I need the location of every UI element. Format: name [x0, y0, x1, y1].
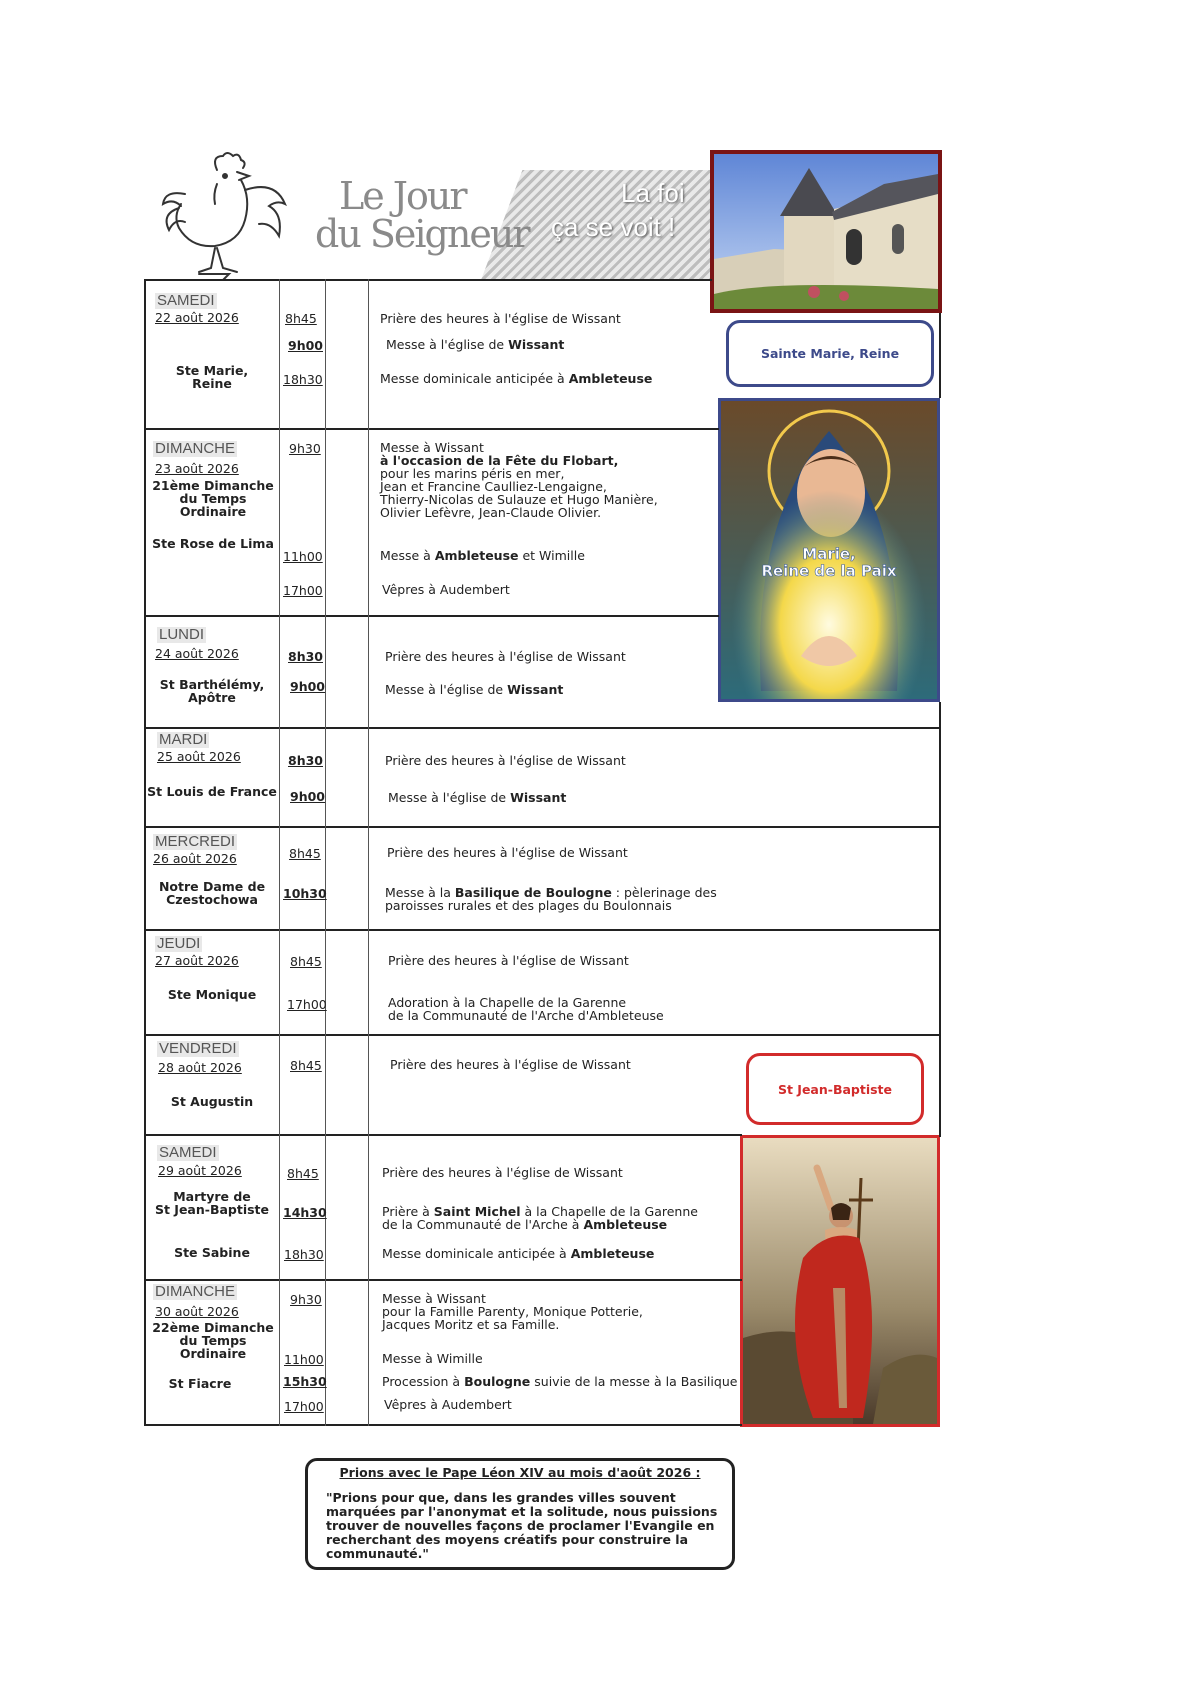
- event-time: 9h00: [288, 338, 323, 353]
- event-text: [385, 683, 563, 696]
- day-date: 25 août 2026: [157, 749, 241, 764]
- event-line: Prière des heures à l'église de Wissant: [382, 1165, 623, 1180]
- event-time: 8h30: [288, 753, 323, 768]
- event-time: 8h30: [288, 649, 323, 664]
- day-date: 26 août 2026: [153, 851, 237, 866]
- st-jean-callout: St Jean-Baptiste: [746, 1053, 924, 1125]
- day-name: SAMEDI: [157, 292, 215, 309]
- event-time: 17h00: [283, 583, 323, 598]
- event-time: 9h00: [290, 679, 325, 694]
- event-time: 15h30: [283, 1374, 327, 1389]
- event-line: Procession à Boulogne suivie de la messe à la Basilique: [382, 1374, 738, 1389]
- event-text: [382, 583, 510, 596]
- event-line: Prière des heures à l'église de Wissant: [380, 311, 621, 326]
- event-line: paroisses rurales et des plages du Boulonnais: [385, 898, 672, 913]
- event-text: [382, 1166, 623, 1179]
- event-text: [382, 1247, 654, 1260]
- row-divider: [145, 615, 719, 617]
- saint-name: Ste Sabine: [174, 1245, 250, 1260]
- event-time: 9h30: [290, 1292, 322, 1307]
- event-time: 8h45: [287, 1166, 319, 1181]
- event-time: 18h30: [283, 372, 323, 387]
- event-line: Messe dominicale anticipée à Ambleteuse: [382, 1246, 655, 1261]
- event-text: [382, 1205, 698, 1231]
- saint-name: St Barthélémy, Apôtre: [159, 677, 265, 705]
- church-photo: [710, 150, 942, 313]
- row-divider: [145, 1034, 941, 1036]
- event-text: [385, 754, 626, 767]
- row-divider: [145, 1134, 742, 1136]
- row-divider: [145, 727, 941, 729]
- event-line: Messe à l'église de Wissant: [386, 337, 565, 352]
- row-divider: [145, 279, 712, 281]
- marie-paix-line1: Marie,: [802, 545, 856, 563]
- tagline-line2: ça se voit !: [551, 212, 676, 242]
- st-jean-baptiste-image: [740, 1135, 940, 1427]
- day-name: DIMANCHE: [155, 440, 236, 457]
- event-time: 14h30: [283, 1205, 327, 1220]
- event-line: Messe dominicale anticipée à Ambleteuse: [380, 371, 653, 386]
- event-line: Messe à la Basilique de Boulogne : pèlerinage des: [385, 885, 717, 900]
- event-time: 17h00: [287, 997, 327, 1012]
- event-time: 8h45: [290, 1058, 322, 1073]
- event-line: Prière des heures à l'église de Wissant: [385, 649, 626, 664]
- event-time: 8h45: [290, 954, 322, 969]
- tagline-line1: La foi: [621, 178, 685, 208]
- event-text: [386, 338, 564, 351]
- saint-name: Ste Marie, Reine: [175, 363, 249, 391]
- event-text: [382, 1292, 643, 1331]
- event-time: 17h00: [284, 1399, 324, 1414]
- event-time: 8h45: [289, 846, 321, 861]
- rooster-icon: [155, 150, 295, 285]
- event-line: Prière des heures à l'église de Wissant: [388, 953, 629, 968]
- event-line: Messe à l'église de Wissant: [385, 682, 564, 697]
- saint-name: Ste Monique: [167, 987, 257, 1002]
- table-right-border: [939, 702, 941, 1137]
- table-right-border: [939, 313, 941, 398]
- event-line: Messe à Wissant: [382, 1291, 486, 1306]
- logo-banner: [311, 170, 711, 280]
- marie-reine-image: [718, 398, 940, 702]
- row-divider: [145, 826, 941, 828]
- row-divider: [145, 1424, 742, 1426]
- event-time: 10h30: [283, 886, 327, 901]
- saint-name: 21ème Dimanche du Temps Ordinaire: [152, 478, 274, 519]
- day-name: VENDREDI: [159, 1040, 237, 1057]
- event-time: 9h30: [289, 441, 321, 456]
- saint-name: 22ème Dimanche du Temps Ordinaire: [152, 1320, 274, 1361]
- sainte-marie-callout: Sainte Marie, Reine: [726, 320, 934, 387]
- day-name: MERCREDI: [155, 833, 236, 850]
- event-line: Vêpres à Audembert: [384, 1397, 512, 1412]
- event-line: Adoration à la Chapelle de la Garenne: [388, 995, 627, 1010]
- event-time: 8h45: [285, 311, 317, 326]
- row-divider: [145, 929, 941, 931]
- event-line: pour la Famille Parenty, Monique Potterie,: [382, 1304, 643, 1319]
- event-line: Vêpres à Audembert: [382, 582, 510, 597]
- event-text: [380, 549, 585, 562]
- day-name: DIMANCHE: [155, 1283, 236, 1300]
- day-date: 23 août 2026: [155, 461, 239, 476]
- event-line: pour les marins péris en mer,: [380, 466, 565, 481]
- prayer-title: Prions avec le Pape Léon XIV au mois d'août 2026 :: [339, 1465, 701, 1480]
- day-name: LUNDI: [159, 626, 205, 643]
- prayer-box: [305, 1458, 735, 1570]
- saint-name: St Fiacre: [168, 1376, 232, 1391]
- event-time: 9h00: [290, 789, 325, 804]
- event-text: [380, 372, 652, 385]
- event-text: [390, 1058, 631, 1071]
- col-divider: [325, 279, 326, 1426]
- saint-name: Martyre de St Jean-Baptiste: [154, 1189, 270, 1217]
- event-line: Prière des heures à l'église de Wissant: [390, 1057, 631, 1072]
- event-text: [382, 1352, 483, 1365]
- prayer-text: "Prions pour que, dans les grandes villes souvent marquées par l'anonymat et la solitude, nous puissions trouver de nouvelles façons de proclamer l'Evangile en recherchant des moyens créatifs pour construire la communauté.": [326, 1490, 718, 1561]
- col-divider: [279, 279, 280, 1426]
- event-line: Prière des heures à l'église de Wissant: [387, 845, 628, 860]
- event-time: 18h30: [284, 1247, 324, 1262]
- day-name: SAMEDI: [159, 1144, 217, 1161]
- col-divider: [368, 279, 369, 1426]
- day-name: MARDI: [159, 731, 208, 748]
- day-date: 28 août 2026: [158, 1060, 242, 1075]
- day-date: 27 août 2026: [155, 953, 239, 968]
- event-line: Jean et Francine Caulliez-Lengaigne,: [380, 479, 607, 494]
- marie-paix-line2: Reine de la Paix: [761, 562, 897, 580]
- event-line: Messe à Ambleteuse et Wimille: [380, 548, 585, 563]
- saint-name: St Augustin: [170, 1094, 254, 1109]
- event-line: Olivier Lefèvre, Jean-Claude Olivier.: [380, 505, 602, 520]
- event-text: [382, 1375, 737, 1388]
- event-time: 11h00: [284, 1352, 324, 1367]
- event-text: [388, 954, 629, 967]
- event-line: à l'occasion de la Fête du Flobart,: [380, 453, 619, 468]
- event-line: Messe à Wimille: [382, 1351, 483, 1366]
- day-date: 22 août 2026: [155, 310, 239, 325]
- event-text: [387, 846, 628, 859]
- saint-name: Ste Rose de Lima: [152, 536, 274, 551]
- saint-name: St Louis de France: [147, 784, 277, 799]
- day-date: 30 août 2026: [155, 1304, 239, 1319]
- row-divider: [145, 428, 719, 430]
- event-text: [388, 996, 664, 1022]
- event-text: [385, 650, 626, 663]
- event-line: de la Communauté de l'Arche d'Ambleteuse: [388, 1008, 664, 1023]
- event-line: de la Communauté de l'Arche à Ambleteuse: [382, 1217, 668, 1232]
- logo-line2: du Seigneur: [315, 212, 529, 256]
- row-divider: [145, 1279, 742, 1281]
- event-line: Messe à l'église de Wissant: [388, 790, 567, 805]
- logo-line1: Le Jour: [339, 174, 466, 218]
- event-time: 11h00: [283, 549, 323, 564]
- event-text: [384, 1398, 512, 1411]
- day-date: 24 août 2026: [155, 646, 239, 661]
- event-text: [385, 886, 717, 912]
- event-line: Messe à Wissant: [380, 440, 484, 455]
- event-text: [380, 441, 658, 519]
- event-text: [380, 312, 621, 325]
- day-date: 29 août 2026: [158, 1163, 242, 1178]
- day-name: JEUDI: [157, 935, 201, 952]
- event-line: Prière à Saint Michel à la Chapelle de la Garenne: [382, 1204, 698, 1219]
- event-line: Prière des heures à l'église de Wissant: [385, 753, 626, 768]
- event-line: Thierry-Nicolas de Sulauze et Hugo Manière,: [380, 492, 658, 507]
- saint-name: Notre Dame de Czestochowa: [158, 879, 266, 907]
- event-line: Jacques Moritz et sa Famille.: [382, 1317, 560, 1332]
- event-text: [388, 791, 566, 804]
